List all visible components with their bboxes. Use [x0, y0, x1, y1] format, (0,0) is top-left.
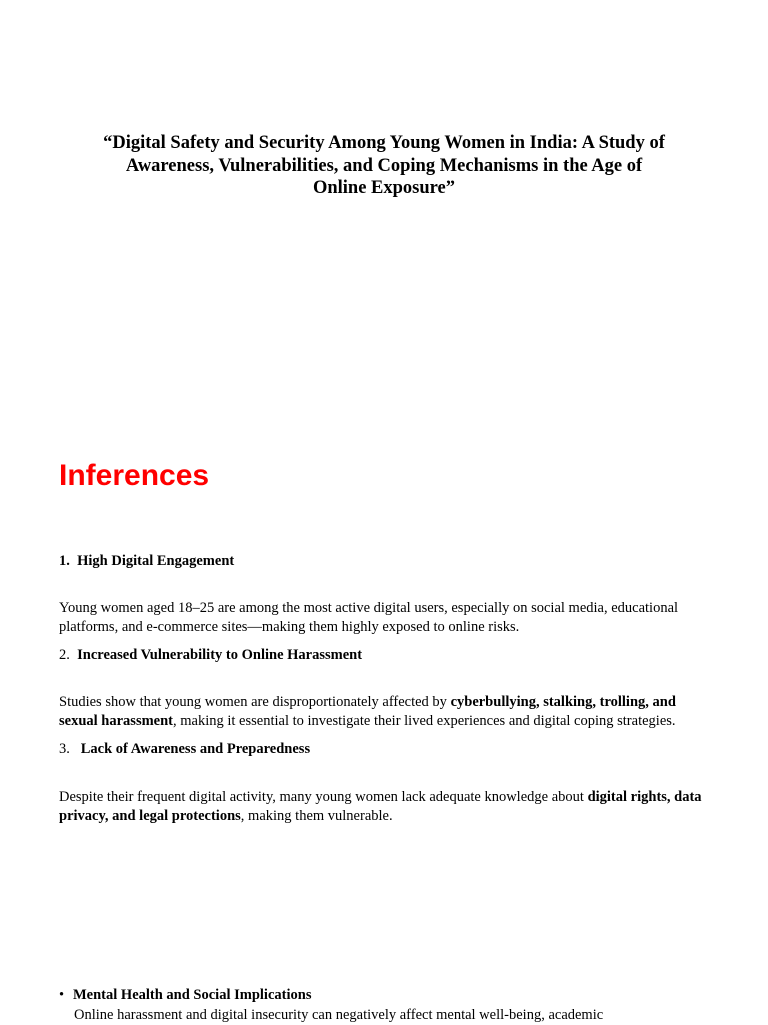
inference-3-title: [59, 740, 310, 759]
bullet-mental-health: [59, 986, 311, 1005]
bullet-body-text: Online harassment and digital insecurity can negatively affect mental well-being, academic: [74, 1007, 604, 1023]
inference-3-paragraph: [59, 788, 709, 826]
inference-3-text-b: , making them vulnerable.: [240, 808, 393, 824]
inference-2-text-a: Studies show that young women are disproportionately affected by: [59, 694, 451, 710]
inference-2-title-text: Increased Vulnerability to Online Harassment: [77, 647, 363, 663]
inference-3-text-bold: digital rights, data privacy, and legal protections: [59, 789, 702, 824]
bullet-title-text: Mental Health and Social Implications: [73, 987, 312, 1003]
inference-2-paragraph: [59, 693, 709, 731]
inference-2-number: 2.: [59, 647, 70, 663]
inference-3-number: 3.: [59, 741, 70, 757]
document-title: “Digital Safety and Security Among Young Women in India: A Study of Awareness, Vulnerabilities, and Coping Mechanisms in the Age of Online Exposure”: [103, 133, 665, 198]
inference-1-paragraph: [59, 599, 709, 637]
inference-3-text-a: Despite their frequent digital activity, many young women lack adequate knowledge about: [59, 789, 588, 805]
inference-2-text-bold: cyberbullying, stalking, trolling, and sexual harassment: [59, 694, 676, 729]
inference-2-title: [59, 646, 362, 665]
inference-2-text-b: , making it essential to investigate their lived experiences and digital coping strategies.: [173, 713, 676, 729]
bullet-symbol: •: [59, 987, 65, 1003]
inference-1-number: 1.: [59, 553, 70, 569]
inference-3-title-text: Lack of Awareness and Preparedness: [80, 741, 311, 757]
inference-1-title-text: High Digital Engagement: [77, 553, 235, 569]
inference-1-text: Young women aged 18–25 are among the most active digital users, especially on social media, educational platforms, and e-commerce sites—making them highly exposed to online risks.: [59, 600, 679, 635]
inference-1-title: [59, 552, 234, 571]
section-heading-inferences: Inferences: [59, 459, 210, 492]
